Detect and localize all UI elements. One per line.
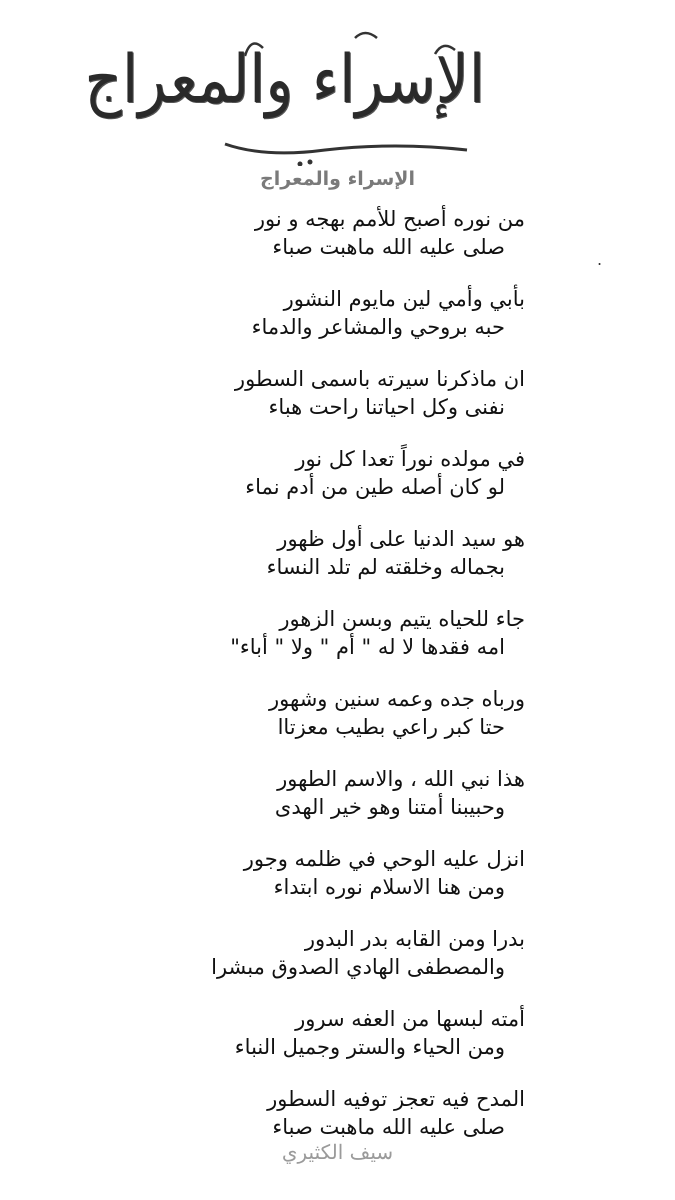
header (0, 18, 675, 200)
verse-line-1: ان ماذكرنا سيرته باسمى السطور (234, 367, 525, 391)
verse-line-1: المدح فيه تعجز توفيه السطور (267, 1087, 525, 1111)
verse-line-1: هو سيد الدنيا على أول ظهور (277, 527, 525, 551)
stanza (0, 925, 675, 1005)
verse-line-2: لو كان أصله طين من أدم نماء (245, 475, 505, 499)
verse-line-1: جاء للحياه يتيم وبسن الزهور (279, 607, 525, 631)
stanza (0, 525, 675, 605)
stanza (0, 765, 675, 845)
verse-line-1: هذا نبي الله ، والاسم الطهور (277, 767, 525, 791)
header-subtitle: الإسراء والمعراج (260, 168, 415, 190)
verse-line-1: انزل عليه الوحي في ظلمه وجور (243, 847, 525, 871)
verse-line-2: نفنى وكل احياتنا راحت هباء (268, 395, 505, 419)
calligraphy-text: الإسراء والمعراج (84, 39, 485, 119)
stanza (0, 845, 675, 925)
verse-line-2: صلى عليه الله ماهبت صباء (272, 1115, 505, 1139)
verse-line-1: أمته لبسها من العفه سرور (295, 1007, 525, 1031)
stray-dot: . (597, 250, 603, 269)
stanza (0, 365, 675, 445)
verse-line-2: حبه بروحي والمشاعر والدماء (251, 315, 505, 339)
stanza (0, 685, 675, 765)
stanza (0, 445, 675, 525)
verse-line-1: بأبي وأمي لين مايوم النشور (283, 287, 525, 311)
verse-line-2: امه فقدها لا له " أم " ولا " أباء" (230, 635, 505, 659)
verse-line-1: بدرا ومن القابه بدر البدور (304, 927, 525, 951)
verse-line-2: والمصطفى الهادي الصدوق مبشرا (211, 955, 505, 979)
verse-line-2: ومن هنا الاسلام نوره ابتداء (273, 875, 505, 899)
verse-line-2: بجماله وخلقته لم تلد النساء (266, 555, 505, 579)
verse-line-1: من نوره أصبح للأمم بهجه و نور (254, 207, 525, 231)
verse-line-2: ومن الحياء والستر وجميل النباء (234, 1035, 505, 1059)
verse-line-2: صلى عليه الله ماهبت صباء (272, 235, 505, 259)
verse-line-2: حتا كبر راعي بطيب معزتاا (277, 715, 505, 739)
verse-line-1: ورباه جده وعمه سنين وشهور (269, 687, 525, 711)
poem (0, 205, 675, 1165)
verse-line-2: وحبيبنا أمتنا وهو خير الهدى (274, 795, 505, 819)
calligraphy-logo (84, 26, 485, 166)
stanza (0, 285, 675, 365)
stanza (0, 605, 675, 685)
verse-line-1: في مولده نوراً تعدا كل نور (295, 447, 525, 471)
stanza (0, 205, 675, 285)
stanza (0, 1005, 675, 1085)
author-signature: سيف الكثيري (281, 1140, 394, 1164)
